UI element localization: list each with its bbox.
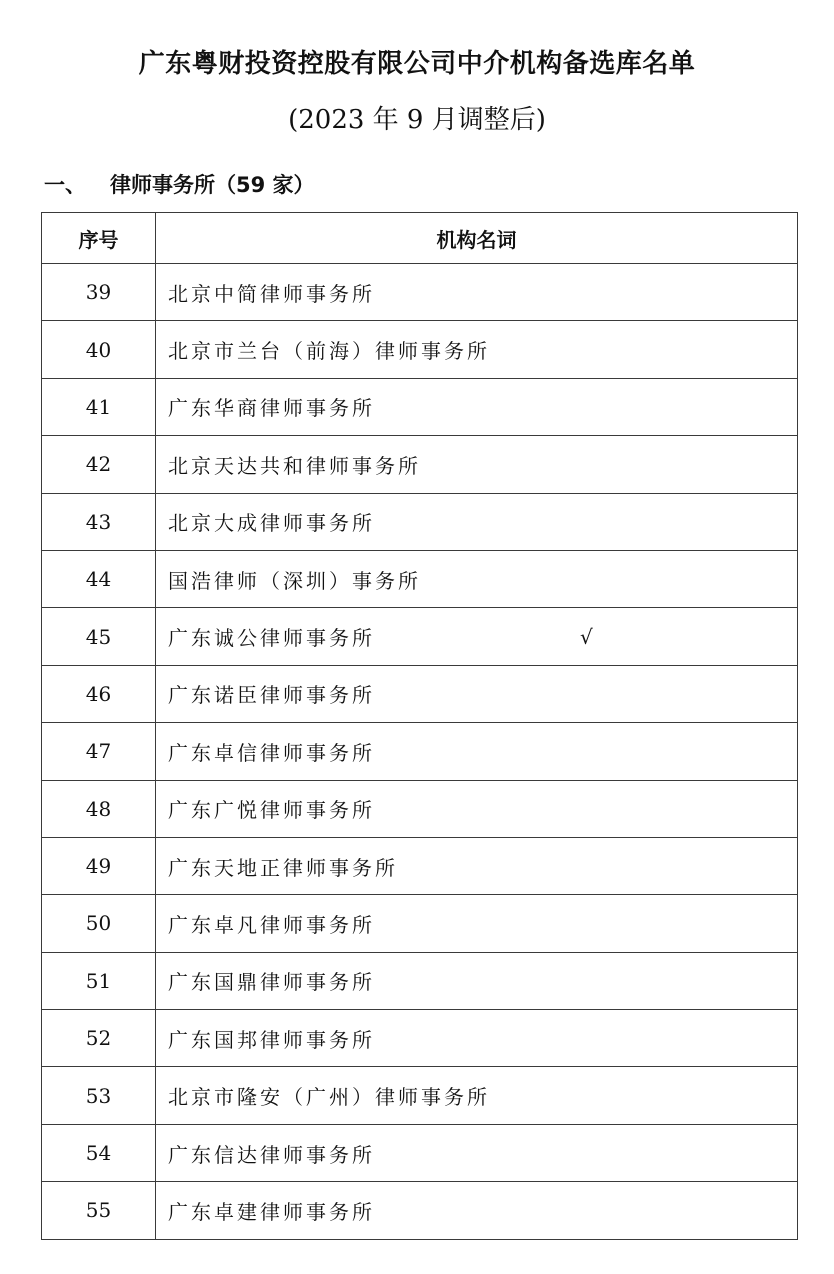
firm-name-text: 北京市兰台（前海）律师事务所: [168, 339, 490, 364]
row-firm-name: [156, 723, 798, 780]
row-seq: 49: [42, 837, 156, 894]
row-firm-name: [156, 608, 798, 665]
firm-name-text: 广东广悦律师事务所: [168, 798, 375, 823]
firm-name-text: 北京天达共和律师事务所: [168, 453, 421, 478]
row-firm-name: [156, 436, 798, 493]
firm-name-text: 广东卓信律师事务所: [168, 740, 375, 765]
row-firm-name: [156, 264, 798, 321]
row-seq: 53: [42, 1067, 156, 1124]
firm-name-text: 北京市隆安（广州）律师事务所: [168, 1085, 490, 1110]
table-row: [42, 1124, 798, 1181]
table-row: [42, 1067, 798, 1124]
row-seq: 41: [42, 378, 156, 435]
table-row: [42, 378, 798, 435]
firm-name-text: 广东华商律师事务所: [168, 396, 375, 421]
checkmark-icon: √: [580, 624, 593, 649]
row-seq: 42: [42, 436, 156, 493]
column-header-name: 机构名词: [156, 213, 798, 264]
row-firm-name: [156, 493, 798, 550]
document-subtitle: (2023 年 9 月调整后): [288, 105, 546, 135]
firm-name-text: 国浩律师（深圳）事务所: [168, 568, 421, 593]
row-firm-name: [156, 378, 798, 435]
row-firm-name: [156, 895, 798, 952]
firm-name-text: 广东卓凡律师事务所: [168, 912, 375, 937]
row-firm-name: [156, 550, 798, 607]
table-row: [42, 837, 798, 894]
row-firm-name: [156, 1010, 798, 1067]
column-header-seq: 序号: [42, 213, 156, 264]
firm-name-text: 广东诺臣律师事务所: [168, 683, 375, 708]
row-seq: 54: [42, 1124, 156, 1181]
row-seq: 46: [42, 665, 156, 722]
table-row: [42, 1182, 798, 1239]
firm-name-text: 广东信达律师事务所: [168, 1142, 375, 1167]
row-seq: 50: [42, 895, 156, 952]
row-seq: 47: [42, 723, 156, 780]
row-seq: 52: [42, 1010, 156, 1067]
row-firm-name: [156, 1067, 798, 1124]
row-firm-name: [156, 1182, 798, 1239]
table-row: [42, 952, 798, 1009]
section-heading: [44, 168, 315, 202]
row-seq: 40: [42, 321, 156, 378]
table-row: [42, 321, 798, 378]
table-row: [42, 723, 798, 780]
firm-name-text: 北京中简律师事务所: [168, 281, 375, 306]
table-row: [42, 895, 798, 952]
table-row: [42, 264, 798, 321]
table-row: [42, 780, 798, 837]
row-seq: 43: [42, 493, 156, 550]
row-seq: 48: [42, 780, 156, 837]
section-heading-text: 律师事务所（59 家）: [110, 173, 315, 197]
row-firm-name: [156, 321, 798, 378]
table-row: [42, 493, 798, 550]
document-title: 广东粤财投资控股有限公司中介机构备选库名单: [138, 49, 696, 79]
row-seq: 45: [42, 608, 156, 665]
table-header-row: [42, 213, 798, 264]
row-firm-name: [156, 665, 798, 722]
firm-name-text: 广东国鼎律师事务所: [168, 970, 375, 995]
row-seq: 44: [42, 550, 156, 607]
law-firm-table: [41, 212, 798, 1240]
table-row: [42, 436, 798, 493]
row-firm-name: [156, 952, 798, 1009]
firm-name-text: 广东卓建律师事务所: [168, 1199, 375, 1224]
firm-name-text: 广东国邦律师事务所: [168, 1027, 375, 1052]
row-seq: 51: [42, 952, 156, 1009]
row-seq: 55: [42, 1182, 156, 1239]
row-seq: 39: [42, 264, 156, 321]
row-firm-name: [156, 1124, 798, 1181]
table-row: [42, 665, 798, 722]
firm-name-text: 广东诚公律师事务所: [168, 626, 375, 651]
table-body: [42, 264, 798, 1240]
row-firm-name: [156, 837, 798, 894]
firm-name-text: 北京大成律师事务所: [168, 511, 375, 536]
table-row: [42, 608, 798, 665]
firm-name-text: 广东天地正律师事务所: [168, 855, 398, 880]
section-number: 一、: [44, 173, 86, 197]
row-firm-name: [156, 780, 798, 837]
table-row: [42, 1010, 798, 1067]
table-row: [42, 550, 798, 607]
